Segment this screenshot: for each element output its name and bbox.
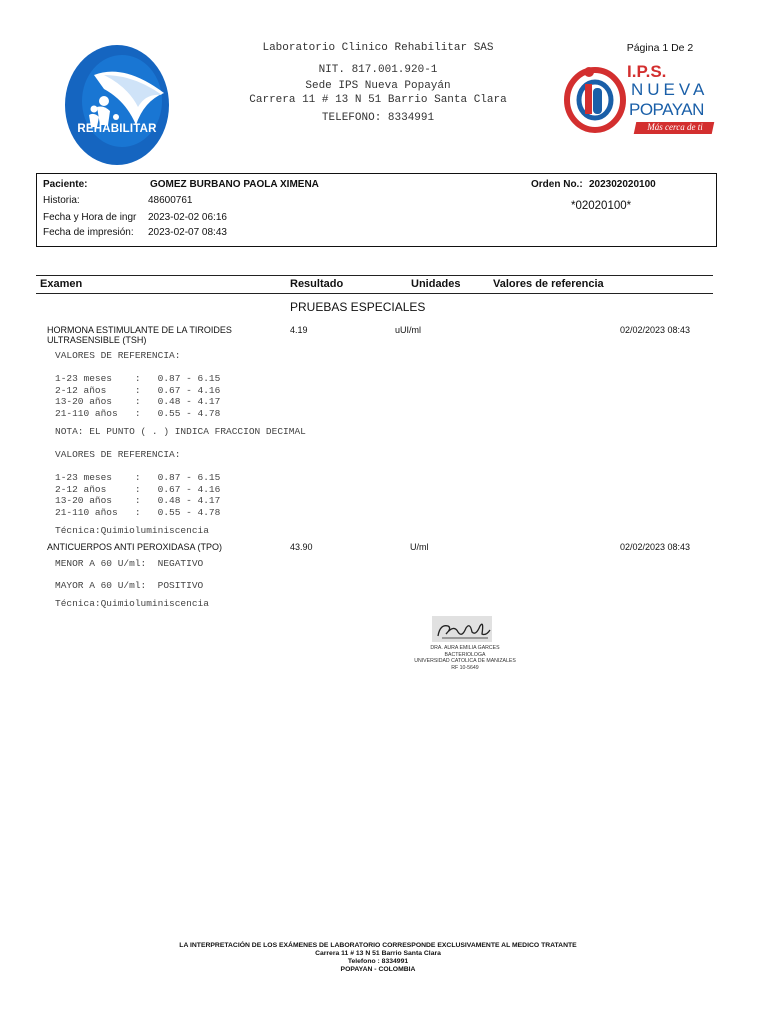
exam-date: 02/02/2023 08:43 (620, 325, 691, 335)
popayan-label: POPAYAN (629, 100, 704, 119)
table-top-rule (36, 275, 713, 276)
table-header-rule (36, 293, 713, 294)
section-title: PRUEBAS ESPECIALES (290, 300, 426, 314)
exam-name-line1: HORMONA ESTIMULANTE DE LA TIROIDES (47, 325, 232, 335)
rehabilitar-logo (64, 45, 170, 167)
signature-registry: RF 10-5649 (451, 664, 479, 671)
order-number: 202302020100 (589, 179, 656, 190)
header-reference: Valores de referencia (493, 278, 604, 290)
reference-table: 1-23 meses : 0.87 - 6.15 2-12 años : 0.67 - 4.16 13-20 años : 0.48 - 4.17 21-110 años : 0.55 - 4.78 (55, 373, 221, 419)
reference-title: VALORES DE REFERENCIA: (55, 350, 181, 361)
lab-nit: NIT. 817.001.920-1 (318, 64, 438, 76)
reference-table: 1-23 meses : 0.87 - 6.15 2-12 años : 0.67 - 4.16 13-20 años : 0.48 - 4.17 21-110 años : 0.55 - 4.78 (55, 472, 221, 518)
history-number: 48600761 (148, 195, 193, 206)
patient-name: GOMEZ BURBANO PAOLA XIMENA (150, 179, 319, 190)
lab-name: Laboratorio Clinico Rehabilitar SAS (262, 42, 494, 54)
lab-sede: Sede IPS Nueva Popayán (305, 80, 451, 92)
technique-text: Técnica:Quimioluminiscencia (55, 525, 209, 536)
footer-disclaimer: LA INTERPRETACIÓN DE LOS EXÁMENES DE LABORATORIO CORRESPONDE EXCLUSIVAMENTE AL MEDICO TRATANTE (179, 942, 577, 949)
intake-label: Fecha y Hora de ingr (43, 212, 137, 223)
header-units: Unidades (411, 278, 461, 290)
nueva-label: NUEVA (631, 80, 709, 99)
history-label: Historia: (43, 195, 80, 206)
exam-result: 43.90 (290, 542, 313, 552)
footer-city: POPAYAN - COLOMBIA (340, 966, 416, 973)
tagline-text: Más cerca de ti (647, 122, 703, 132)
footer-phone: Telefono : 8334991 (347, 958, 409, 965)
header-exam: Examen (40, 278, 83, 290)
exam-unit: uUI/ml (395, 325, 422, 335)
exam-name-line2: ULTRASENSIBLE (TSH) (47, 335, 147, 345)
signature-name: DRA. AURA EMILIA GARCES (430, 645, 500, 651)
lab-address: Carrera 11 # 13 N 51 Barrio Santa Clara (249, 94, 507, 106)
signature-block (380, 645, 550, 671)
exam-name: ANTICUERPOS ANTI PEROXIDASA (TPO) (47, 542, 223, 552)
decimal-note: NOTA: EL PUNTO ( . ) INDICA FRACCION DECIMAL (55, 426, 306, 437)
barcode-text: *02020100* (571, 200, 632, 212)
signature-image (432, 614, 494, 644)
technique-text: Técnica:Quimioluminiscencia (55, 598, 209, 609)
intake-date: 2023-02-02 06:16 (148, 212, 227, 223)
order-label: Orden No.: (531, 179, 583, 190)
exam-result: 4.19 (290, 325, 308, 335)
rehabilitar-logo-text: REHABILITAR (77, 123, 157, 135)
signature-university: UNIVERSIDAD CATOLICA DE MANIZALES (414, 658, 516, 665)
page-number: Página 1 De 2 (626, 42, 694, 54)
reference-positive: MAYOR A 60 U/ml: POSITIVO (55, 580, 204, 591)
footer-address: Carrera 11 # 13 N 51 Barrio Santa Clara (315, 950, 441, 957)
reference-negative: MENOR A 60 U/ml: NEGATIVO (55, 558, 204, 569)
exam-date: 02/02/2023 08:43 (620, 542, 691, 552)
patient-label: Paciente: (43, 179, 88, 190)
reference-title: VALORES DE REFERENCIA: (55, 449, 181, 460)
header-result: Resultado (290, 278, 344, 290)
ips-label: I.P.S. (627, 62, 667, 81)
ips-nueva-popayan-logo (563, 62, 715, 136)
exam-unit: U/ml (410, 542, 429, 552)
print-date: 2023-02-07 08:43 (148, 227, 227, 238)
signature-title: BACTERIOLOGA (444, 651, 486, 658)
print-label: Fecha de impresión: (43, 227, 134, 238)
lab-phone: TELEFONO: 8334991 (321, 112, 435, 124)
